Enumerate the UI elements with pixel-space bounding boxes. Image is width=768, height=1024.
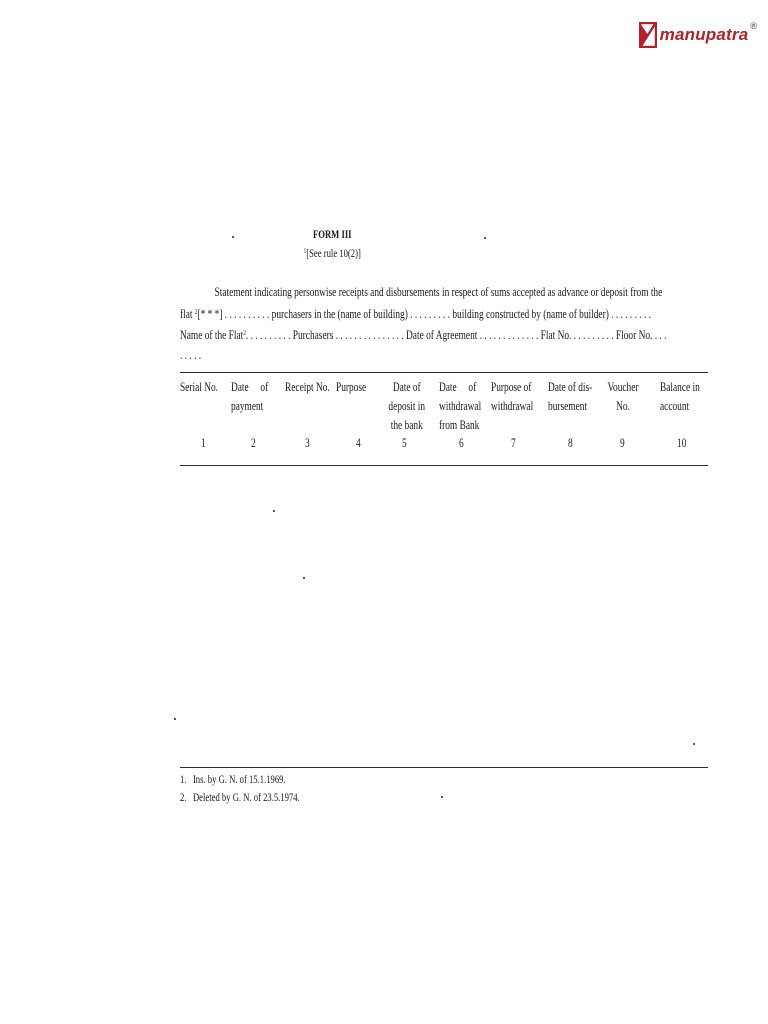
col-number-10: 10 <box>677 436 687 450</box>
scan-speck <box>174 718 176 720</box>
footnote-text: Deleted by G. N. of 23.5.1974. <box>192 792 300 804</box>
col-header-date-of-deposit <box>385 378 429 435</box>
scan-speck <box>303 577 305 579</box>
manupatra-logo <box>639 22 758 48</box>
col-header-date-of-disbursement <box>548 378 592 416</box>
footnote-1 <box>180 774 286 786</box>
logo-registered-mark: ® <box>750 21 757 31</box>
header-line: withdrawal <box>491 399 534 413</box>
scan-speck <box>693 743 695 745</box>
scan-speck <box>441 796 443 798</box>
col-header-voucher-no <box>605 378 641 416</box>
form-title: FORM III <box>312 229 352 241</box>
header-line: Date of dis- <box>548 380 593 394</box>
header-line: Receipt No. <box>285 380 330 394</box>
scan-speck <box>273 510 275 512</box>
rule-text: [See rule 10(2)] <box>306 248 361 260</box>
col-number-3: 3 <box>305 436 310 450</box>
header-line: bursement <box>548 399 588 413</box>
col-header-receipt-no <box>285 378 330 397</box>
col-header-purpose-of-withdrawal <box>491 378 533 416</box>
statement-line-4: . . . . . <box>180 347 202 362</box>
col-number-5: 5 <box>402 436 407 450</box>
footnote-ref-1: 1 <box>303 247 307 255</box>
col-number-8: 8 <box>568 436 573 450</box>
footnote-2 <box>180 792 300 804</box>
header-line: Serial No. <box>180 380 219 394</box>
header-line: withdrawal <box>439 399 482 413</box>
statement-line-2 <box>180 303 708 325</box>
col-number-7: 7 <box>511 436 516 450</box>
footnote-rule <box>180 767 708 768</box>
table-top-rule <box>180 372 708 373</box>
header-line: Date of <box>392 380 421 394</box>
col-number-6: 6 <box>459 436 464 450</box>
header-line: from Bank <box>439 418 480 432</box>
header-line: Voucher <box>607 380 639 394</box>
header-line: Balance in <box>660 380 700 394</box>
col-header-date-of-payment <box>231 378 268 416</box>
col-number-1: 1 <box>201 436 206 450</box>
col-header-serial-no <box>180 378 218 397</box>
col-number-9: 9 <box>620 436 625 450</box>
header-line: account <box>660 399 690 413</box>
statement-line-1: Statement indicating personwise receipts and disbursements in respect of sums accepted as advance or deposit from the <box>214 285 663 299</box>
footnote-text: Ins. by G. N. of 15.1.1969. <box>192 774 286 786</box>
header-line: the bank <box>390 418 423 432</box>
statement-paragraph <box>180 283 708 365</box>
statement-line-3-start: Name of the Flat <box>180 328 244 342</box>
statement-line-2-rest: [* * *] . . . . . . . . . . purchasers in the (name of building) . . . . . . . . . building constructed by (name of builder) . . . . . . . . . <box>197 306 652 321</box>
table-bottom-rule <box>180 465 708 466</box>
col-header-balance-in-account <box>660 378 700 416</box>
statement-line-2-start: flat <box>180 306 195 321</box>
footnote-ref-2b: 2 <box>243 329 246 337</box>
header-line: payment <box>231 399 264 413</box>
header-line: Purpose of <box>491 380 532 394</box>
statement-line-3 <box>180 324 708 346</box>
statement-line-3-rest: . . . . . . . . . . Purchasers . . . . . . . . . . . . . . . Date of Agreement . . . . . . . . . . . . . Flat No. . . . . . . . . . Floor No. . . . <box>245 328 667 342</box>
header-line: Date of <box>439 380 477 394</box>
footnote-number: 2. <box>180 792 187 804</box>
header-line: Purpose <box>336 380 367 394</box>
scan-speck <box>484 237 486 239</box>
manupatra-logo-icon <box>639 22 657 48</box>
col-number-2: 2 <box>251 436 256 450</box>
form-rule-reference <box>0 247 665 260</box>
header-line: No. <box>616 399 630 413</box>
footnote-ref-2: 2 <box>194 307 198 316</box>
header-line: deposit in <box>388 399 426 413</box>
header-line: Date of <box>231 380 269 394</box>
footnote-number: 1. <box>180 774 187 786</box>
scan-speck <box>232 236 234 238</box>
col-number-4: 4 <box>356 436 361 450</box>
col-header-date-of-withdrawal <box>439 378 481 435</box>
logo-text: manupatra <box>659 25 749 44</box>
col-header-purpose <box>336 378 366 397</box>
